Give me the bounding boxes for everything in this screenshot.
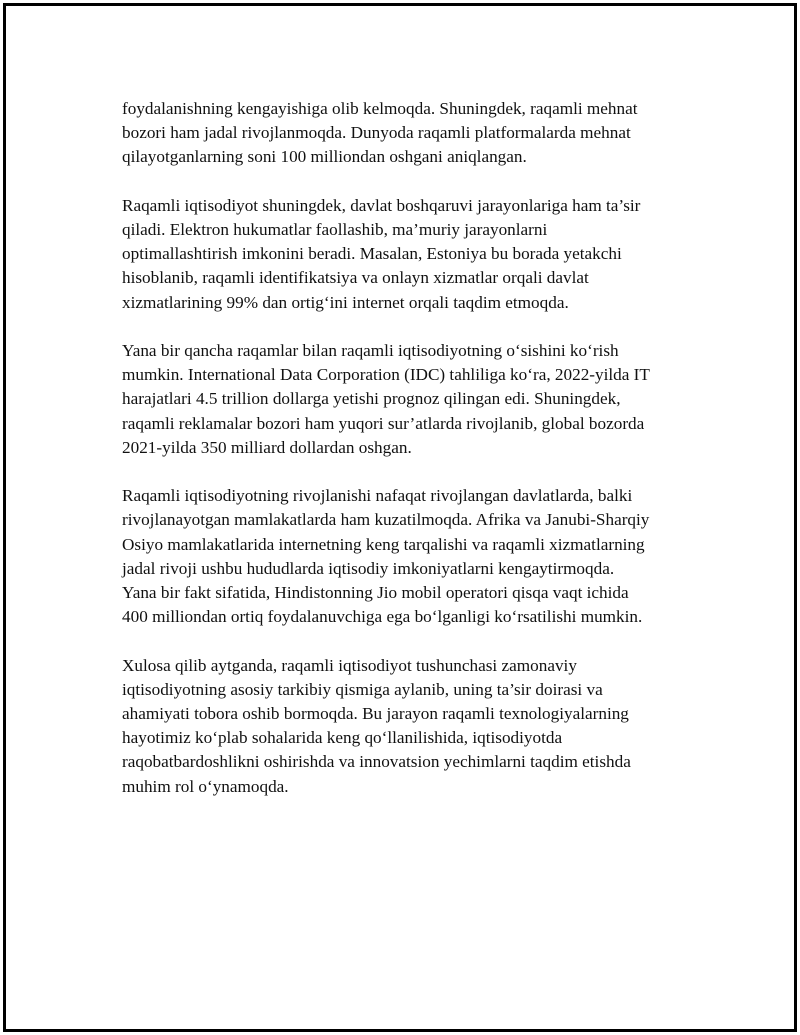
page-frame [3,3,797,1032]
paragraph [122,97,702,170]
text-line: Yana bir qancha raqamlar bilan raqamli iqtisodiyotning o‘sishini ko‘rish [122,341,619,360]
text-line: foydalanishning kengayishiga olib kelmoqda. Shuningdek, raqamli mehnat [122,99,638,118]
text-line: harajatlari 4.5 trillion dollarga yetishi prognoz qilingan edi. Shuningdek, [122,389,621,409]
text-line: 400 milliondan ortiq foydalanuvchiga ega bo‘lganligi ko‘rsatilishi mumkin. [122,607,643,627]
document-body [122,97,702,823]
text-line: xizmatlarining 99% dan ortig‘ini internet orqali taqdim etmoqda. [122,292,569,312]
text-line: qilayotganlarning soni 100 milliondan oshgani aniqlangan. [122,147,527,167]
text-line: jadal rivoji ushbu hududlarda iqtisodiy imkoniyatlarni kengaytirmoqda. [122,558,615,578]
text-line: rivojlanayotgan mamlakatlarda ham kuzatilmoqda. Afrika va Janubi-Sharqiy [122,510,650,530]
text-line: iqtisodiyotning asosiy tarkibiy qismiga aylanib, uning ta’sir doirasi va [122,679,603,699]
text-line: 2021-yilda 350 milliard dollardan oshgan. [122,437,412,457]
text-line: Raqamli iqtisodiyot shuningdek, davlat boshqaruvi jarayonlariga ham ta’sir [122,195,641,215]
text-line: optimallashtirish imkonini beradi. Masalan, Estoniya bu borada yetakchi [122,244,622,264]
text-line: hayotimiz ko‘plab sohalarida keng qo‘llanilishida, iqtisodiyotda [122,728,563,748]
text-line: bozori ham jadal rivojlanmoqda. Dunyoda raqamli platformalarda mehnat [122,123,631,143]
paragraph [122,194,702,315]
text-line: ahamiyati tobora oshib bormoqda. Bu jarayon raqamli texnologiyalarning [122,704,629,724]
text-line: muhim rol o‘ynamoqda. [122,776,289,796]
paragraph [122,339,702,460]
text-line: Osiyo mamlakatlarida internetning keng tarqalishi va raqamli xizmatlarning [122,534,645,554]
paragraph [122,654,702,799]
text-line: mumkin. International Data Corporation (IDC) tahliliga ko‘ra, 2022-yilda IT [122,365,650,385]
text-line: raqamli reklamalar bozori ham yuqori sur’atlarda rivojlanib, global bozorda [122,413,645,433]
text-line: Yana bir fakt sifatida, Hindistonning Jio mobil operatori qisqa vaqt ichida [122,583,629,603]
text-line: Raqamli iqtisodiyotning rivojlanishi nafaqat rivojlangan davlatlarda, balki [122,486,633,506]
paragraph [122,484,702,629]
text-line: hisoblanib, raqamli identifikatsiya va onlayn xizmatlar orqali davlat [122,268,589,288]
text-line: qiladi. Elektron hukumatlar faollashib, ma’muriy jarayonlarni [122,220,548,239]
text-line: raqobatbardoshlikni oshirishda va innovatsion yechimlarni taqdim etishda [122,752,631,772]
text-line: Xulosa qilib aytganda, raqamli iqtisodiyot tushunchasi zamonaviy [122,655,577,675]
